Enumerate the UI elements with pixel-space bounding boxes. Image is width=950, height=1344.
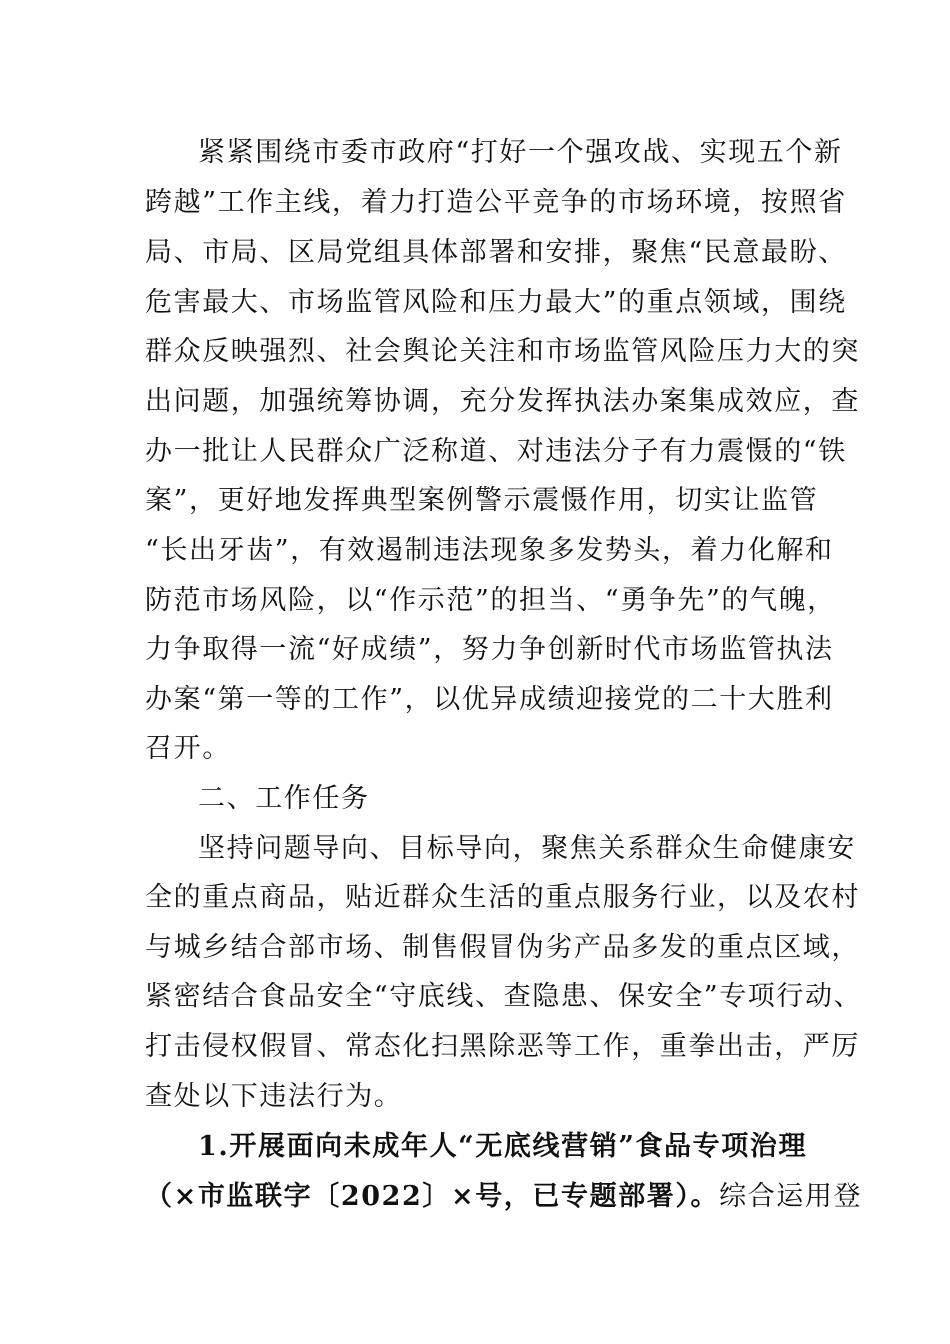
item1-line-2	[145, 1177, 863, 1217]
para1-line-1: 紧紧围绕市委市政府“打好一个强攻战、实现五个新	[198, 137, 843, 168]
para2-line-5: 打击侵权假冒、常态化扫黑除恶等工作，重拳出击，严厉	[145, 1031, 860, 1062]
para1-line-3: 局、市局、区局党组具体部署和安排，聚焦“民意最盼、	[145, 237, 847, 268]
para1-line-8: 案”，更好地发挥典型案例警示震慑作用，切实让监管	[145, 485, 819, 516]
item1-document-number: （×市监联字〔2022〕×号，已专题部署）。	[145, 1181, 720, 1212]
para2-line-6: 查处以下违法行为。	[145, 1081, 403, 1112]
para1-line-11: 力争取得一流“好成绩”，努力争创新时代市场监管执法	[145, 634, 834, 665]
para1-line-7: 办一批让人民群众广泛称道、对违法分子有力震慑的“铁	[145, 436, 847, 467]
section-heading: 二、工作任务	[198, 783, 370, 814]
para2-line-4: 紧密结合食品安全“守底线、查隐患、保安全”专项行动、	[145, 981, 863, 1012]
para2-line-2: 全的重点商品，贴近群众生活的重点服务行业，以及农村	[145, 882, 860, 913]
para1-line-4: 危害最大、市场监管风险和压力最大”的重点领域，围绕	[145, 287, 847, 318]
para1-line-10: 防范市场风险，以“作示范”的担当、“勇争先”的气魄，	[145, 585, 836, 616]
item1-text-continuation: 综合运用登	[719, 1181, 863, 1212]
para1-line-6: 出问题，加强统筹协调，充分发挥执法办案集成效应，查	[145, 386, 860, 417]
para1-line-13: 召开。	[145, 733, 231, 764]
para1-line-5: 群众反映强烈、社会舆论关注和市场监管风险压力大的突	[145, 336, 860, 367]
para2-line-1: 坚持问题导向、目标导向，聚焦关系群众生命健康安	[198, 833, 856, 864]
item1-title: 1.开展面向未成年人“无底线营销”食品专项治理	[198, 1131, 808, 1162]
para1-line-9: “长出牙齿”，有效遏制违法现象多发势头，着力化解和	[145, 535, 834, 566]
para1-line-12: 办案“第一等的工作”，以优异成绩迎接党的二十大胜利	[145, 684, 834, 715]
para2-line-3: 与城乡结合部市场、制售假冒伪劣产品多发的重点区域，	[145, 932, 860, 963]
para1-line-2: 跨越”工作主线，着力打造公平竞争的市场环境，按照省	[145, 187, 847, 218]
